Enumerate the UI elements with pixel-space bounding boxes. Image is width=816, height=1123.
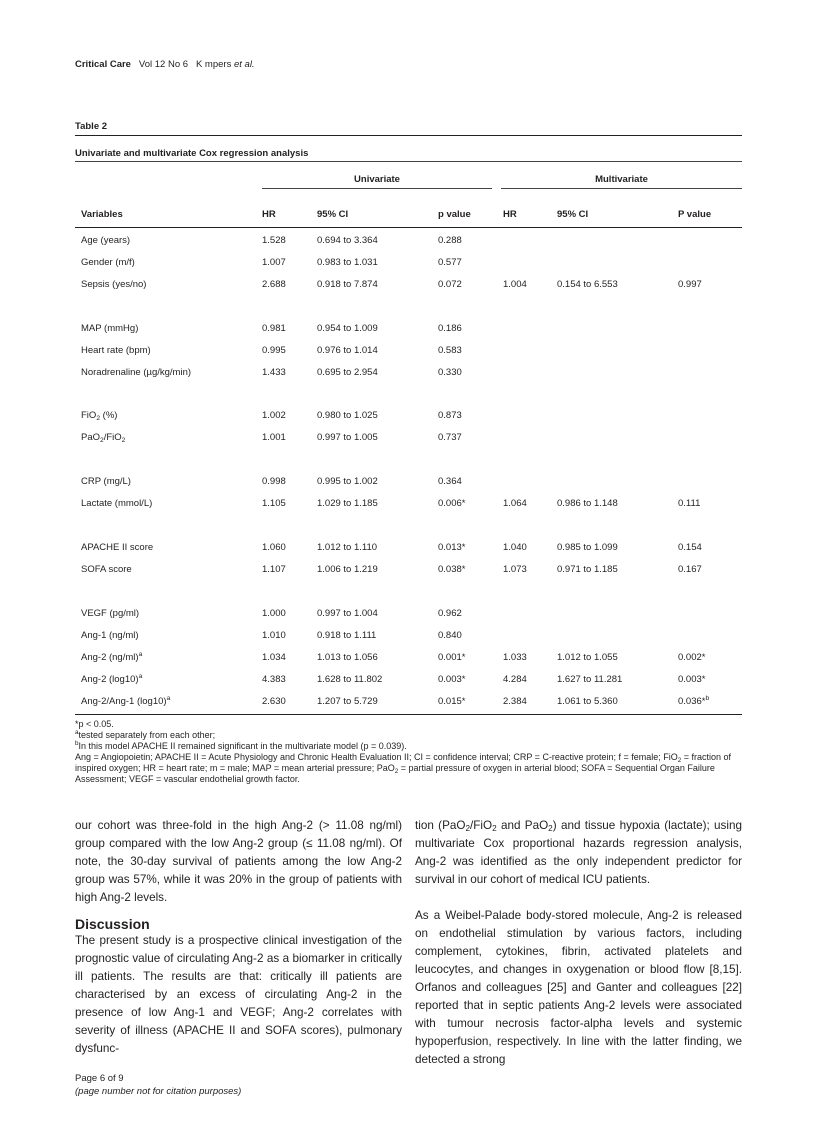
footnote-significance: *p < 0.05. <box>75 719 114 729</box>
pao2-divider: /FiO <box>103 432 122 443</box>
running-header <box>75 59 255 70</box>
abbrev-part-1: Ang = Angiopoietin; APACHE II = Acute Physiology and Chronic Health Evaluation II; CI = confidence interval; CRP = C-reactive protein; f = female; FiO <box>75 752 678 762</box>
cell-ci: 0.695 to 2.954 <box>317 367 378 378</box>
col-header-pvalue-multi: P value <box>678 209 712 220</box>
discussion-heading: Discussion <box>75 916 150 932</box>
table-label: Table 2 <box>75 121 108 132</box>
footnote-marker-b: b <box>705 695 710 702</box>
cell-hr: 1.528 <box>262 235 286 246</box>
cell-ci: 0.918 to 7.874 <box>317 279 378 290</box>
cell-hr-multi: 1.033 <box>503 652 527 663</box>
paragraph-discussion-3: As a Weibel-Palade body-stored molecule, Ang-2 is released on endothelial stimulation by various factors, including complement, cytokines, fibrin, activated platelets and leucocytes, and changes in oxygenation or blood flow [8,15]. Orfanos and colleagues [25] and Ganter and colleagues [22] reported that in septic patients Ang-2 levels were associated with tumour necrosis factor-alpha levels and systemic hypoperfusion, respectively. In line with the latter finding, we detected a strong <box>415 909 742 1066</box>
para-sub-1: 2 <box>465 824 470 833</box>
cell-variable: Sepsis (yes/no) <box>81 279 147 290</box>
cell-variable: Ang-2 $(\log 10)^a$ <box>81 673 143 685</box>
cell-pvalue-multi: 0.154 <box>678 542 702 553</box>
cell-ci: 0.954 to 1.009 <box>317 323 378 334</box>
univariate-rule <box>262 188 492 189</box>
cell-variable: CRP (mg/L) <box>81 476 131 487</box>
cell-hr-multi: 2.384 <box>503 696 527 707</box>
cell-pvalue: 0.364 <box>438 476 462 487</box>
cell-hr: 1.060 <box>262 542 286 553</box>
cell-hr: 1.000 <box>262 608 286 619</box>
cell-pvalue: 0.006* <box>438 498 466 509</box>
footnote-a-marker: a <box>75 729 79 736</box>
cell-ci: 0.997 to 1.004 <box>317 608 378 619</box>
cell-hr-multi: 1.004 <box>503 279 527 290</box>
cell-ci: 0.976 to 1.014 <box>317 345 378 356</box>
paragraph-results-end: our cohort was three-fold in the high Ang-2 (> 11.08 ng/ml) group compared with the low Ang-2 group (≤ 11.08 ng/ml). Of note, the 30-day survival of patients among the low Ang-2 group was 57%, while it was 20% in the group of patients with high Ang-2 levels. <box>75 819 402 904</box>
body-column-left-2 <box>75 932 402 1076</box>
cell-ci: 0.997 to 1.005 <box>317 432 378 443</box>
cell-pvalue: 0.737 <box>438 432 462 443</box>
cell-ci-multi: 0.971 to 1.185 <box>557 564 618 575</box>
footnote-b-marker: b <box>75 740 79 747</box>
fio2-subscript: 2 <box>96 415 101 422</box>
cell-hr: 1.034 <box>262 652 286 663</box>
page-number-note: (page number not for citation purposes) <box>75 1086 242 1097</box>
cell-ci: 0.980 to 1.025 <box>317 410 378 421</box>
para-part-4: ) and tissue hypoxia (lactate); using multivariate Cox proportional hazards regression analysis, Ang-2 was identified as the only independent predictor for survival in our cohort of medical ICU patients. <box>415 819 742 886</box>
author-names: K mpers <box>195 59 232 70</box>
cell-pvalue-multi: 0.111 <box>678 498 701 509</box>
page-footer <box>75 1072 241 1098</box>
cell-ci-multi: 0.154 to 6.553 <box>557 279 618 290</box>
cell-variable: Ang-2/Ang-1 $(\log 10)^a$ <box>81 695 171 707</box>
cell-pvalue: 0.072 <box>438 279 462 290</box>
cell-ci: 1.207 to 5.729 <box>317 696 378 707</box>
cell-variable: Ang-1 (ng/ml) <box>81 630 139 641</box>
et-al: et al. <box>233 59 255 70</box>
para-sub-3: 2 <box>548 824 553 833</box>
cell-ci: 0.918 to 1.111 <box>317 630 377 641</box>
cell-hr: 1.105 <box>262 498 286 509</box>
header-rule <box>75 227 742 228</box>
cell-ci-multi: 1.061 to 5.360 <box>557 696 618 707</box>
body-column-right <box>415 817 742 1087</box>
title-rule <box>75 161 742 162</box>
cell-ci: 1.012 to 1.110 <box>317 542 378 553</box>
cell-ci-multi: 0.985 to 1.099 <box>557 542 618 553</box>
cell-pvalue: 0.288 <box>438 235 462 246</box>
footnote-marker-a: a <box>166 695 171 702</box>
cell-variable: VEGF (pg/ml) <box>81 608 140 619</box>
cell-pvalue: 0.015* <box>438 696 466 707</box>
cell-pvalue: 0.013* <box>438 542 466 553</box>
col-header-hr-multi: HR <box>503 209 517 220</box>
cell-pvalue-multi: 0.997 <box>678 279 702 290</box>
group-header-multivariate: Multivariate <box>595 174 648 185</box>
pao2-label: PaO <box>81 432 101 443</box>
body-column-left <box>75 817 402 925</box>
cell-pvalue: 0.873 <box>438 410 462 421</box>
cell-pvalue: 0.330 <box>438 367 462 378</box>
journal-citation: Vol 12 No 6 <box>138 59 189 70</box>
cell-ci: 0.983 to 1.031 <box>317 257 378 268</box>
para-part-2: /FiO <box>470 819 493 832</box>
table-top-rule <box>75 135 742 136</box>
abbrev-sub-2: 2 <box>394 768 399 775</box>
footnote-a-text: tested separately from each other; <box>78 730 216 740</box>
cell-ci-multi: 1.627 to 11.281 <box>557 674 623 685</box>
col-header-hr: HR <box>262 209 276 220</box>
cell-hr: 0.981 <box>262 323 286 334</box>
fio2-unit: (%) <box>100 410 118 421</box>
cell-hr: 0.995 <box>262 345 286 356</box>
cell-pvalue-multi: 0.036*$^b$ <box>678 695 710 707</box>
cell-variable: APACHE II score <box>81 542 154 553</box>
table-bottom-rule <box>75 714 742 715</box>
cell-hr: 1.433 <box>262 367 286 378</box>
cell-pvalue-multi: 0.167 <box>678 564 702 575</box>
cell-hr-multi: 1.073 <box>503 564 527 575</box>
page-number: Page 6 of 9 <box>75 1073 124 1084</box>
cell-ci: 1.013 to 1.056 <box>317 652 378 663</box>
cell-pvalue: 0.001* <box>438 652 466 663</box>
cell-pvalue-multi: 0.003* <box>678 674 706 685</box>
cell-variable: Age (years) <box>81 235 131 246</box>
cell-variable: Gender (m/f) <box>81 257 135 268</box>
fio2-subscript: 2 <box>121 437 126 444</box>
group-header-univariate: Univariate <box>354 174 400 185</box>
cell-hr: 2.630 <box>262 696 286 707</box>
footnote-b <box>75 741 742 752</box>
cell-pvalue: 0.840 <box>438 630 462 641</box>
cell-ci: 1.029 to 1.185 <box>317 498 378 509</box>
cell-hr: 0.998 <box>262 476 286 487</box>
cell-pvalue-multi: 0.002* <box>678 652 706 663</box>
abbrev-part-2: = fraction of inspired oxygen; HR = heart rate; m = male; MAP = mean arterial pressure; PaO <box>75 752 732 773</box>
col-header-ci: 95% CI <box>317 209 349 220</box>
cell-pvalue: 0.583 <box>438 345 462 356</box>
cell-pvalue: 0.577 <box>438 257 462 268</box>
para-part-1: tion (PaO <box>415 819 466 832</box>
cell-hr: 2.688 <box>262 279 286 290</box>
fio2-label: FiO <box>81 410 97 421</box>
cell-variable <box>81 410 117 421</box>
cell-variable: Noradrenaline (µg/kg/min) <box>81 367 192 378</box>
cell-ci-multi: 1.012 to 1.055 <box>557 652 618 663</box>
cell-variable: Heart rate (bpm) <box>81 345 151 356</box>
cell-variable: MAP (mmHg) <box>81 323 139 334</box>
footnote-b-text: In this model APACHE II remained significant in the multivariate model (p = 0.039). <box>78 741 407 751</box>
abbrev-part-3: = partial pressure of oxygen in arterial blood; SOFA = Sequential Organ Failure Assessment; VEGF = vascular endothelial growth factor. <box>75 763 715 784</box>
cell-pvalue: 0.962 <box>438 608 462 619</box>
col-header-variables: Variables <box>81 209 123 220</box>
footnote-abbreviations <box>75 752 742 785</box>
col-header-ci-multi: 95% CI <box>557 209 589 220</box>
cell-hr: 1.001 <box>262 432 286 443</box>
cell-hr: 1.007 <box>262 257 286 268</box>
cell-variable: SOFA score <box>81 564 132 575</box>
footnote-a <box>75 730 742 741</box>
table-title: Univariate and multivariate Cox regression analysis <box>75 148 309 159</box>
cell-pvalue: 0.186 <box>438 323 462 334</box>
cell-ci: 1.628 to 11.802 <box>317 674 383 685</box>
cell-variable: Lactate (mmol/L) <box>81 498 153 509</box>
abbrev-sub-1: 2 <box>677 757 682 764</box>
cell-variable <box>81 432 125 443</box>
para-part-3: and PaO <box>496 819 549 832</box>
para-sub-2: 2 <box>492 824 497 833</box>
table-footnotes <box>75 719 742 785</box>
cell-hr-multi: 1.040 <box>503 542 527 553</box>
col-header-pvalue: p value <box>438 209 471 220</box>
paragraph-discussion-1: The present study is a prospective clinical investigation of the prognostic value of circulating Ang-2 as a biomarker in critically ill patients. The results are that: critically ill patients are characterised by an excess of circulating Ang-2 in the presence of low Ang-1 and VEGF; Ang-2 correlates with severity of illness (APACHE II and SOFA scores), pulmonary dysfunc- <box>75 934 402 1055</box>
cell-hr: 1.107 <box>262 564 286 575</box>
cell-ci-multi: 0.986 to 1.148 <box>557 498 618 509</box>
cell-pvalue: 0.003* <box>438 674 466 685</box>
multivariate-rule <box>501 188 742 189</box>
footnote-marker-a: a <box>138 673 143 680</box>
cell-ci: 1.006 to 1.219 <box>317 564 378 575</box>
cell-pvalue: 0.038* <box>438 564 466 575</box>
cell-variable: Ang-2 $(ng/ml)^a$ <box>81 651 143 663</box>
cell-hr: 1.010 <box>262 630 286 641</box>
cell-hr: 4.383 <box>262 674 286 685</box>
cell-hr-multi: 4.284 <box>503 674 527 685</box>
footnote-marker-a: a <box>138 651 143 658</box>
pao2-subscript: 2 <box>100 437 104 444</box>
journal-name: Critical Care <box>75 59 131 70</box>
cell-hr: 1.002 <box>262 410 286 421</box>
cell-ci: 0.694 to 3.364 <box>317 235 378 246</box>
paragraph-discussion-2 <box>415 817 742 889</box>
cell-hr-multi: 1.064 <box>503 498 527 509</box>
cell-ci: 0.995 to 1.002 <box>317 476 378 487</box>
